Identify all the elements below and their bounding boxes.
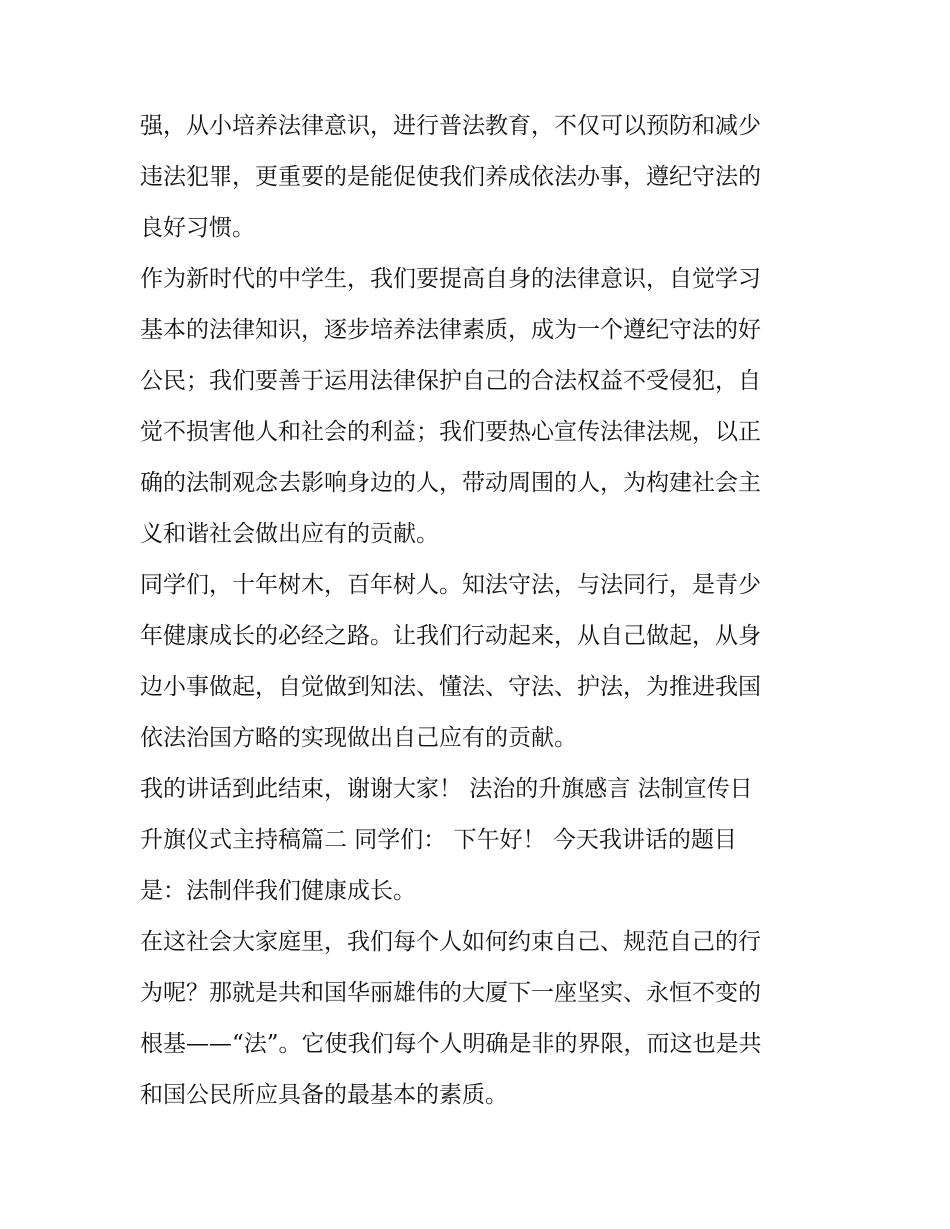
text-line: 作为新时代的中学生，我们要提高自身的法律意识，自觉学习 bbox=[140, 266, 761, 292]
text-line: 同学们，十年树木，百年树人。知法守法，与法同行，是青少 bbox=[140, 572, 761, 598]
text-line: 年健康成长的必经之路。让我们行动起来，从自己做起，从身 bbox=[140, 623, 761, 649]
text-line: 违法犯罪，更重要的是能促使我们养成依法办事，遵纪守法的 bbox=[140, 164, 761, 190]
text-line: 升旗仪式主持稿篇二 同学们： 下午好！ 今天我讲话的题目 bbox=[140, 827, 737, 853]
text-line: 强，从小培养法律意识，进行普法教育，不仅可以预防和减少 bbox=[140, 113, 761, 139]
text-line: 依法治国方略的实现做出自己应有的贡献。 bbox=[140, 725, 577, 751]
text-line: 我的讲话到此结束，谢谢大家！ 法治的升旗感言 法制宣传日 bbox=[140, 776, 753, 802]
text-line: 基本的法律知识，逐步培养法律素质，成为一个遵纪守法的好 bbox=[140, 317, 761, 343]
text-line: 良好习惯。 bbox=[140, 215, 255, 241]
text-line: 根基——“法”。它使我们每个人明确是非的界限，而这也是共 bbox=[140, 1031, 762, 1057]
text-line: 义和谐社会做出应有的贡献。 bbox=[140, 521, 439, 547]
text-line: 和国公民所应具备的最基本的素质。 bbox=[140, 1082, 508, 1108]
text-line: 是：法制伴我们健康成长。 bbox=[140, 878, 416, 904]
text-line: 为呢？那就是共和国华丽雄伟的大厦下一座坚实、永恒不变的 bbox=[140, 980, 761, 1006]
text-line: 边小事做起，自觉做到知法、懂法、守法、护法，为推进我国 bbox=[140, 674, 761, 700]
text-line: 在这社会大家庭里，我们每个人如何约束自己、规范自己的行 bbox=[140, 929, 761, 955]
body-text bbox=[140, 101, 820, 1121]
text-line: 觉不损害他人和社会的利益；我们要热心宣传法律法规，以正 bbox=[140, 419, 761, 445]
text-line: 公民；我们要善于运用法律保护自己的合法权益不受侵犯，自 bbox=[140, 368, 761, 394]
text-line: 确的法制观念去影响身边的人，带动周围的人，为构建社会主 bbox=[140, 470, 761, 496]
